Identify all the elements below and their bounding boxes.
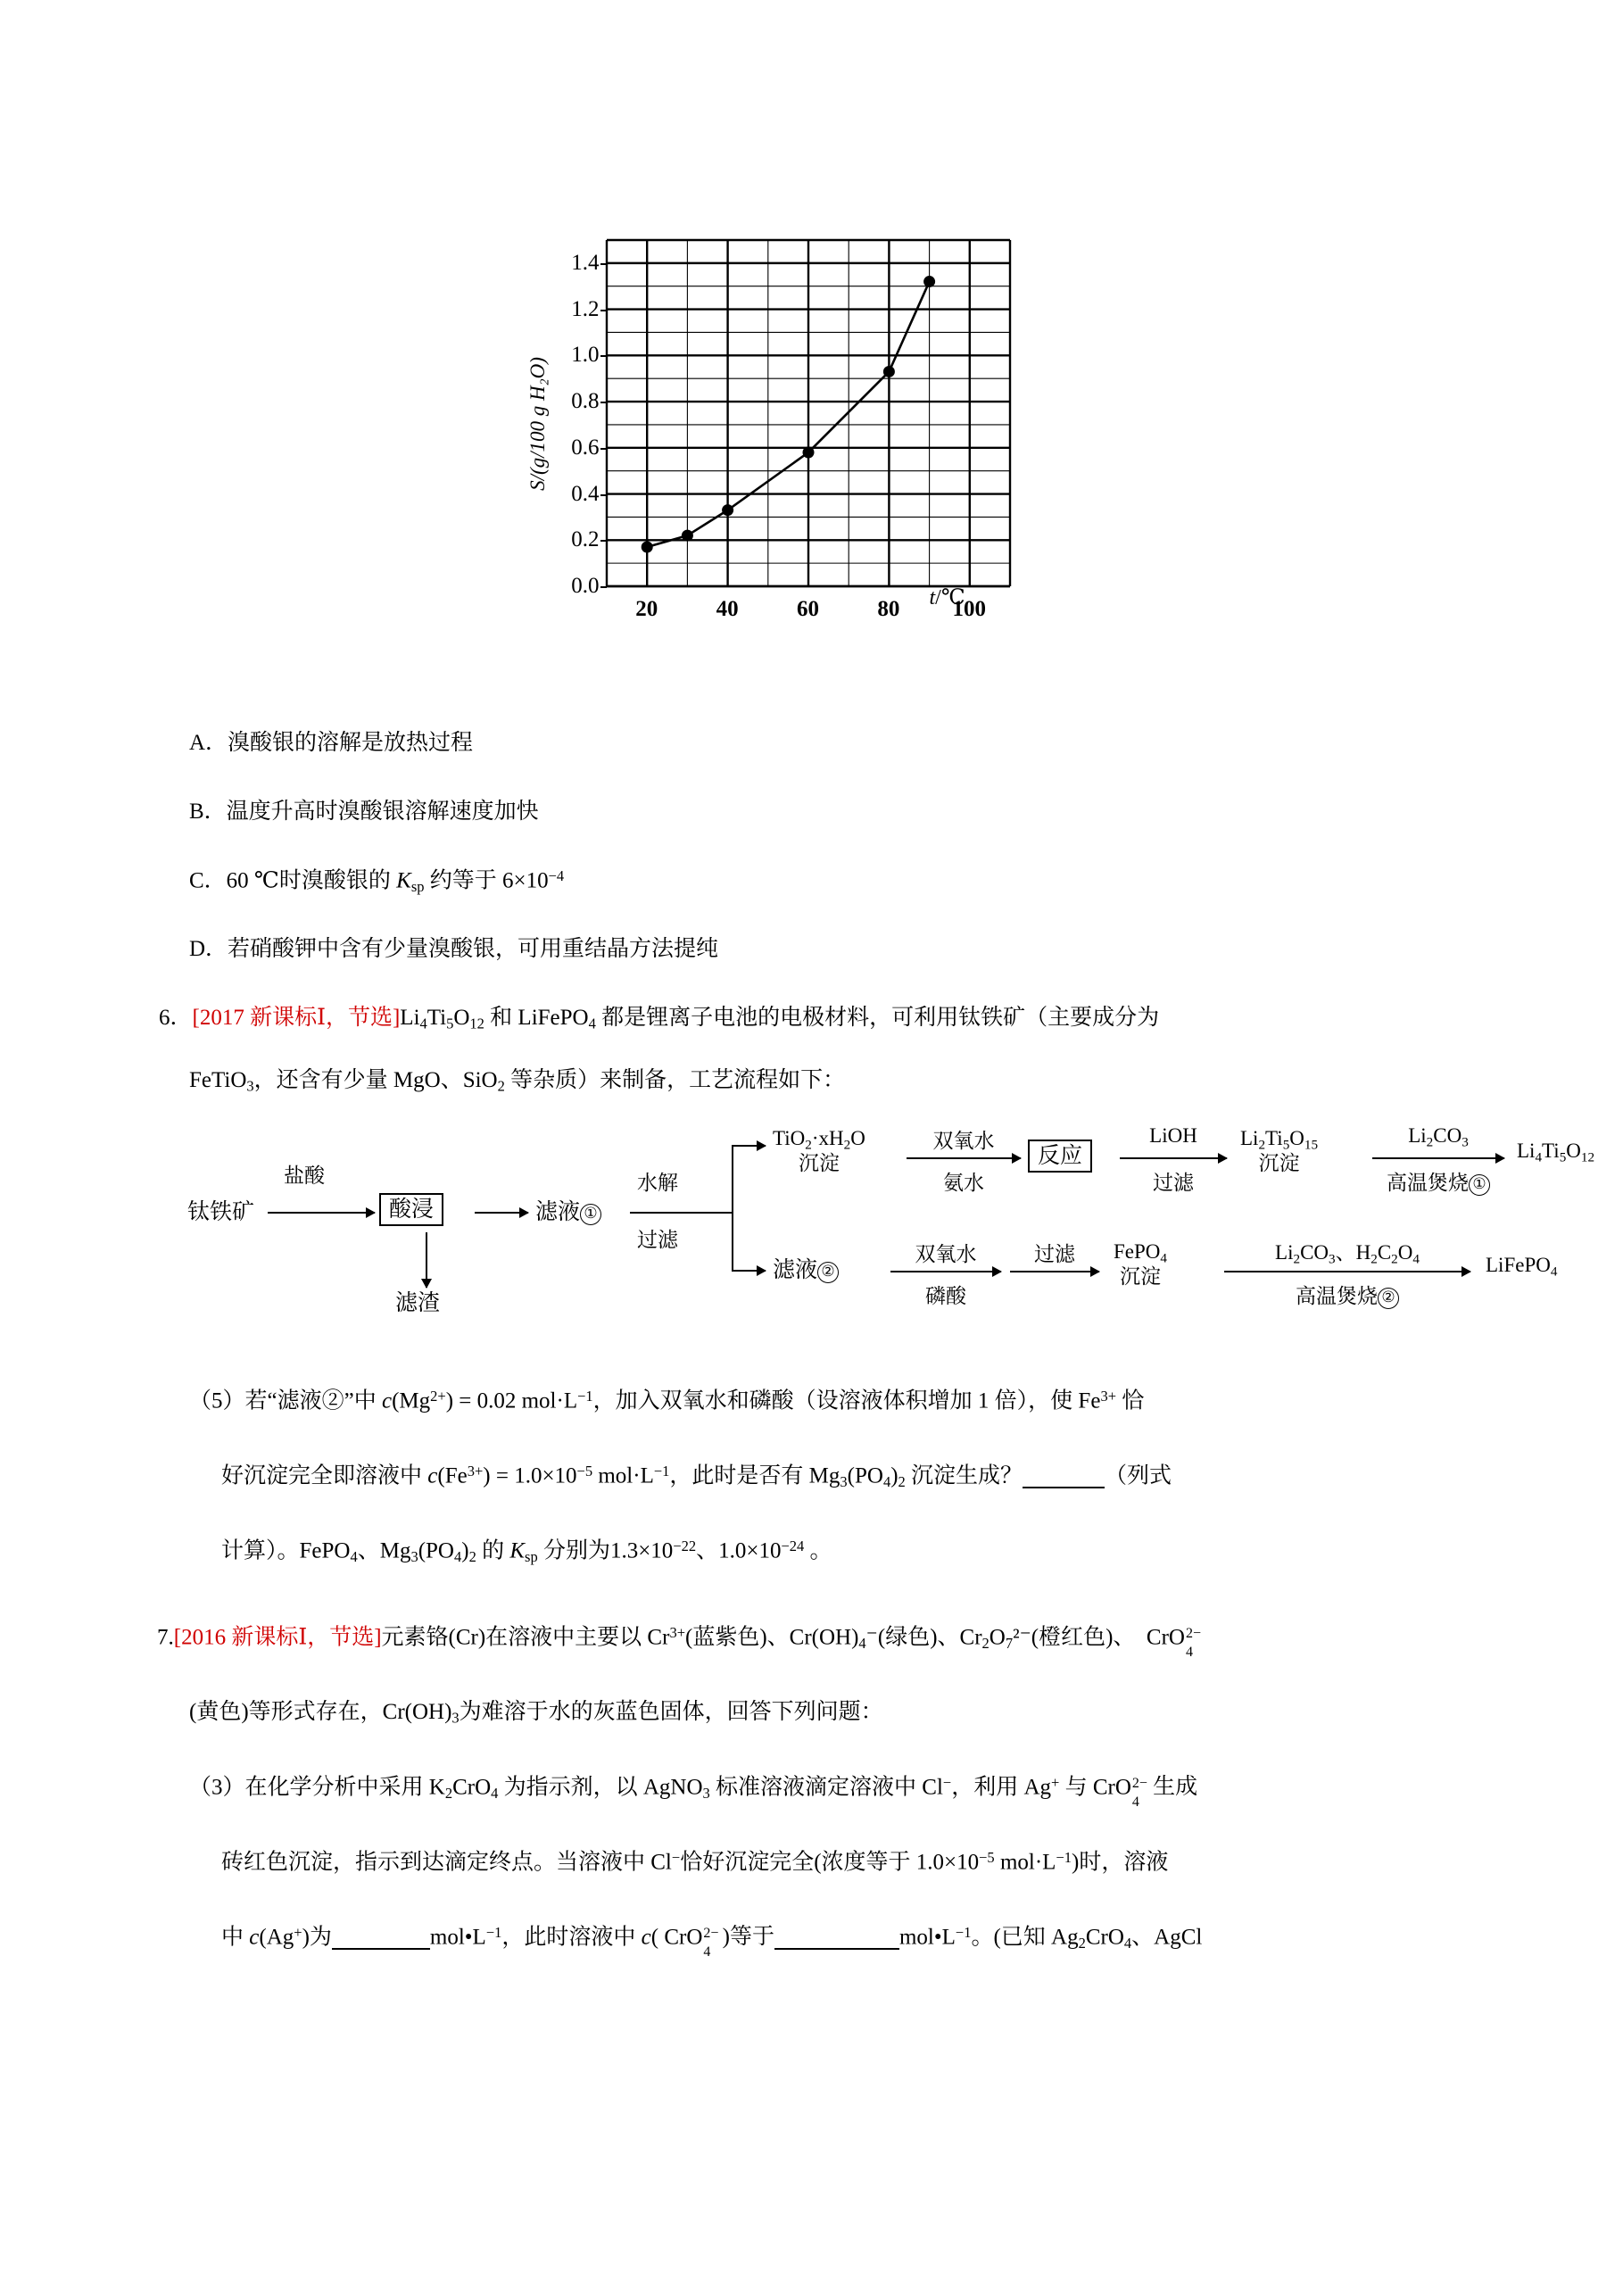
flow-label-ammonia: 氨水 xyxy=(943,1172,984,1194)
chart-data-point xyxy=(923,276,935,287)
chart-y-tick-label: 0.6 xyxy=(571,435,606,460)
solubility-chart xyxy=(0,228,1623,709)
circled-number-1: ① xyxy=(580,1204,601,1225)
flow-node-lifepo4: LiFePO$_4$ xyxy=(1486,1254,1558,1280)
question-6-line-2: FeTiO$_3$，还含有少量 MgO、SiO$_2$ 等杂质）来制备，工艺流程如下： xyxy=(189,1068,846,1095)
chart-data-point xyxy=(802,446,814,458)
answer-blank-3[interactable] xyxy=(774,1926,899,1950)
flow-box-acid-leach: 酸浸 xyxy=(379,1193,443,1226)
flow-arrow-branch-up xyxy=(732,1145,766,1147)
question-6-part5-line-2: 好沉淀完全即溶液中 $c(Fe^{3+}) = 1.0\times 10^{-5}$ $mol\cdot L^{-1}$，此时是否有 $Mg_3(PO_4)_2$ 沉淀生成？ （列式 xyxy=(221,1463,1172,1491)
flow-label-lioh: LiOH xyxy=(1149,1124,1197,1147)
flow-label-li2co3: $Li_2CO_3$ xyxy=(1408,1124,1469,1150)
flow-arrow-filtrate2-to-filter xyxy=(890,1271,1001,1272)
question-6-part5-line-1: （5）若“滤液②”中 $c(Mg^{2+}) = 0.02$ $mol\cdot L^{-1}$，加入双氧水和磷酸（设溶液体积增加 1 倍），使 $Fe^{3+}$ 恰 xyxy=(189,1388,1145,1413)
question-7-line-1: 7.[2016 新课标Ⅰ，节选]元素铬(Cr)在溶液中主要以 $Cr^{3+}$(蓝紫色)、$Cr(OH)_4^-$(绿色)、$Cr_2O_7^{2-}$(橙红色)、 CrO 2− 4 xyxy=(157,1624,1202,1661)
flow-arrow-reaction-to-li2ti5o15 xyxy=(1120,1157,1227,1159)
flow-label-phosphoric-acid: 磷酸 xyxy=(925,1285,966,1307)
answer-blank-2[interactable] xyxy=(332,1926,430,1950)
flow-node-li4ti5o12: $Li_4Ti_5O_{12}$ xyxy=(1517,1140,1595,1165)
chart-y-tick-label: 0.4 xyxy=(571,482,606,507)
question-7-part3-line-3: 中 c(Ag+)为 $mol•L^{-1}$，此时溶液中 c( CrO 2− 4 )等于 $mol•L^{-1}$。(已知 $Ag_2CrO_4$、AgCl xyxy=(221,1924,1203,1960)
chart-x-tick-label: 60 xyxy=(797,597,819,621)
flow-label-hydrochloric-acid: 盐酸 xyxy=(284,1165,325,1187)
question-7-part3-line-2: 砖红色沉淀，指示到达滴定终点。当溶液中 Cl−恰好沉淀完全(浓度等于 $1.0\times 10^{-5}$ $mol\cdot L^{-1}$)时，溶液 xyxy=(221,1849,1169,1875)
chart-x-axis-label: t/℃ xyxy=(929,586,965,609)
flow-branch-riser xyxy=(732,1145,733,1272)
flow-label-filtration-3: 过滤 xyxy=(1034,1243,1075,1265)
chart-y-axis-label: S/(g/100 g H₂O) xyxy=(526,357,549,491)
flow-node-filtrate-2: 滤液 ② xyxy=(773,1258,839,1283)
flow-arrow-leach-to-residue xyxy=(426,1232,427,1288)
flow-box-reaction: 反应 xyxy=(1028,1140,1092,1173)
question-6-part5-line-3: 计算）。FePO$_4$、$Mg_3(PO_4)_2$ 的 $K_{sp}$ 分别为$1.3\times 10^{-22}$、$1.0\times 10^{-24}$ 。 xyxy=(221,1538,832,1566)
flow-label-hydrogen-peroxide-2: 双氧水 xyxy=(915,1243,977,1265)
flow-label-filtration-2: 过滤 xyxy=(1153,1172,1194,1194)
chart-x-tick-label: 20 xyxy=(635,597,658,621)
flow-arrow-to-reaction xyxy=(907,1157,1021,1159)
flow-arrow-branch-down xyxy=(732,1270,766,1272)
question-7-line-2: (黄色)等形式存在，$Cr(OH)_3$为难溶于水的灰蓝色固体，回答下列问题： xyxy=(189,1700,883,1727)
option-b: B．温度升高时溴酸银溶解速度加快 xyxy=(189,800,539,824)
flow-label-hydrolysis: 水解 xyxy=(637,1172,678,1194)
chart-data-point xyxy=(681,530,692,542)
flow-node-li2ti5o15: $Li_2Ti_5O_{15}$ 沉淀 xyxy=(1240,1127,1319,1175)
flow-label-hydrogen-peroxide: 双氧水 xyxy=(932,1130,995,1152)
flow-branch-stem xyxy=(630,1212,733,1214)
chart-data-point xyxy=(722,504,733,516)
flow-label-high-temp-calcination-2: 高温煲烧 ② xyxy=(1296,1280,1399,1309)
question-6-line-1: 6．[2017 新课标Ⅰ，节选]$Li_4Ti_5O_{12}$ 和 LiFePO$_4$ 都是锂离子电池的电极材料，可利用钛铁矿（主要成分为 xyxy=(159,1006,1160,1032)
chart-data-point xyxy=(641,542,652,553)
chart-x-tick-label: 100 xyxy=(952,597,987,621)
question-7-part3-line-1: （3）在化学分析中采用 $K_2CrO_4$ 为指示剂，以 AgNO$_3$ 标准溶液滴定溶液中 Cl−，利用 Ag+ 与 CrO 2− 4 生成 xyxy=(189,1774,1198,1811)
flow-arrow-to-li4ti5o12 xyxy=(1372,1157,1504,1159)
chart-series-line xyxy=(647,282,929,547)
chart-data-point xyxy=(882,366,894,377)
chart-y-tick-label: 1.4 xyxy=(571,251,606,276)
chart-y-tick-label: 0.0 xyxy=(571,574,606,599)
flow-node-filtrate-1: 滤液 ① xyxy=(535,1200,601,1225)
process-flow-diagram xyxy=(0,1120,1623,1361)
option-c: C．60 ℃时溴酸银的 $K_{sp}$ 约等于 $6\times 10^{-4}$ xyxy=(189,867,565,896)
chart-x-tick-label: 80 xyxy=(877,597,900,621)
flow-label-high-temp-calcination-1: 高温煲烧 ① xyxy=(1387,1166,1490,1196)
flow-label-li2co3-h2c2o4: $Li_2CO_3$、$H_2C_2O_4$ xyxy=(1275,1241,1420,1267)
flow-arrow-to-fepo4 xyxy=(1010,1271,1099,1272)
chart-y-tick-label: 1.0 xyxy=(571,343,606,368)
chart-y-tick-label: 0.2 xyxy=(571,527,606,552)
chart-y-tick-label: 1.2 xyxy=(571,297,606,322)
option-a: A．溴酸银的溶解是放热过程 xyxy=(189,731,474,755)
chart-x-tick-label: 40 xyxy=(716,597,739,621)
flow-node-residue: 滤渣 xyxy=(395,1291,441,1315)
chart-y-tick-label: 0.8 xyxy=(571,389,606,414)
option-d: D．若硝酸钾中含有少量溴酸银，可用重结晶方法提纯 xyxy=(189,937,719,961)
answer-blank-1[interactable] xyxy=(1023,1464,1105,1488)
flow-node-ore: 钛铁矿 xyxy=(187,1200,255,1224)
chart-svg xyxy=(607,240,1010,586)
circled-number-1b: ① xyxy=(1469,1174,1490,1196)
flow-arrow-leach-to-filtrate1 xyxy=(475,1212,528,1214)
circled-number-2: ② xyxy=(817,1262,839,1283)
circled-number-2b: ② xyxy=(1378,1288,1399,1309)
flow-arrow-ore-to-leach xyxy=(268,1212,375,1214)
flow-node-fepo4: FePO$_4$ 沉淀 xyxy=(1114,1240,1167,1289)
flow-arrow-to-lifepo4 xyxy=(1224,1271,1470,1272)
flow-label-filtration: 过滤 xyxy=(637,1229,678,1251)
flow-node-tio2-hydrate: $TiO_2\cdot xH_2O$ 沉淀 xyxy=(773,1127,865,1175)
